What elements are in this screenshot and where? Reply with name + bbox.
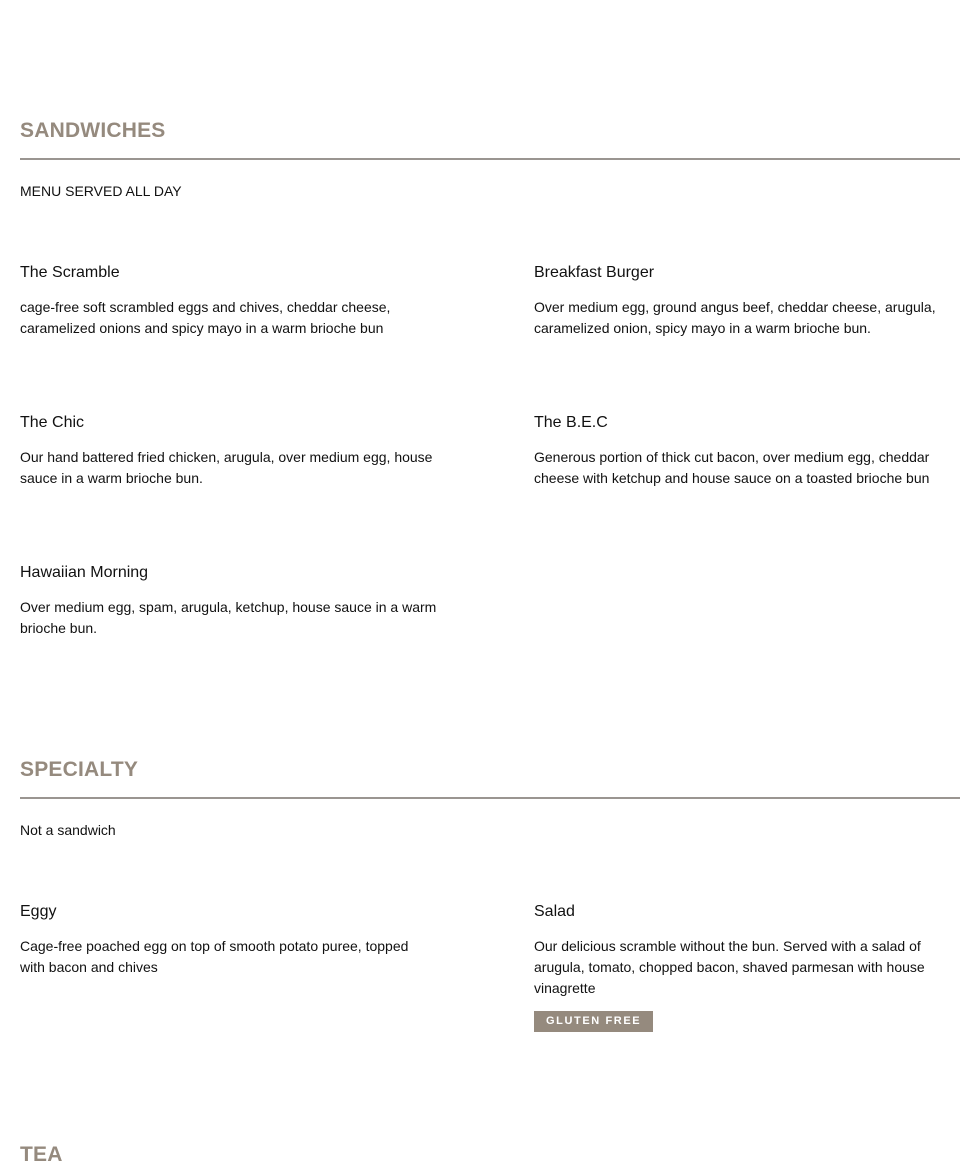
- menu-item-description: Over medium egg, spam, arugula, ketchup, house sauce in a warm brioche bun.: [20, 599, 437, 636]
- menu-item: [20, 563, 450, 639]
- menu-item: [534, 902, 944, 1032]
- menu-item: [20, 413, 450, 489]
- menu-item-description: Our hand battered fried chicken, arugula, over medium egg, house sauce in a warm brioche bun.: [20, 449, 433, 486]
- menu-item-description: Cage-free poached egg on top of smooth potato puree, topped with bacon and chives: [20, 938, 409, 975]
- menu-item: [534, 263, 964, 339]
- section-description: MENU SERVED ALL DAY: [20, 183, 182, 199]
- section-divider: [20, 158, 960, 160]
- menu-item: [534, 413, 954, 489]
- section-title: SANDWICHES: [20, 119, 166, 142]
- menu-item-name: The Chic: [20, 414, 85, 431]
- menu-item-description: Over medium egg, ground angus beef, cheddar cheese, arugula, caramelized onion, spicy mayo in a warm brioche bun.: [534, 299, 936, 336]
- menu-item-name: The B.E.C: [534, 414, 608, 431]
- gluten-free-badge: GLUTEN FREE: [534, 1011, 653, 1032]
- menu-item-name: Breakfast Burger: [534, 264, 655, 281]
- menu-item-name: Hawaiian Morning: [20, 564, 149, 581]
- section-specialty: [20, 757, 960, 838]
- menu-item-name: Salad: [534, 903, 575, 920]
- section-title: TEA: [20, 1143, 63, 1166]
- menu-item: [20, 902, 430, 978]
- menu-item-name: The Scramble: [20, 264, 120, 281]
- section-description: Not a sandwich: [20, 822, 116, 838]
- section-divider: [20, 797, 960, 799]
- menu-item-description: Our delicious scramble without the bun. Served with a salad of arugula, tomato, chopped bacon, shaved parmesan with house vinagrette: [534, 938, 925, 996]
- menu-item-description: cage-free soft scrambled eggs and chives, cheddar cheese, caramelized onions and spicy mayo in a warm brioche bun: [20, 299, 391, 336]
- section-tea: [20, 1142, 960, 1168]
- menu-item: [20, 263, 450, 339]
- section-title: SPECIALTY: [20, 758, 139, 781]
- section-sandwiches: [20, 118, 960, 199]
- menu-item-description: Generous portion of thick cut bacon, over medium egg, cheddar cheese with ketchup and house sauce on a toasted brioche bun: [534, 449, 930, 486]
- menu-item-name: Eggy: [20, 903, 57, 920]
